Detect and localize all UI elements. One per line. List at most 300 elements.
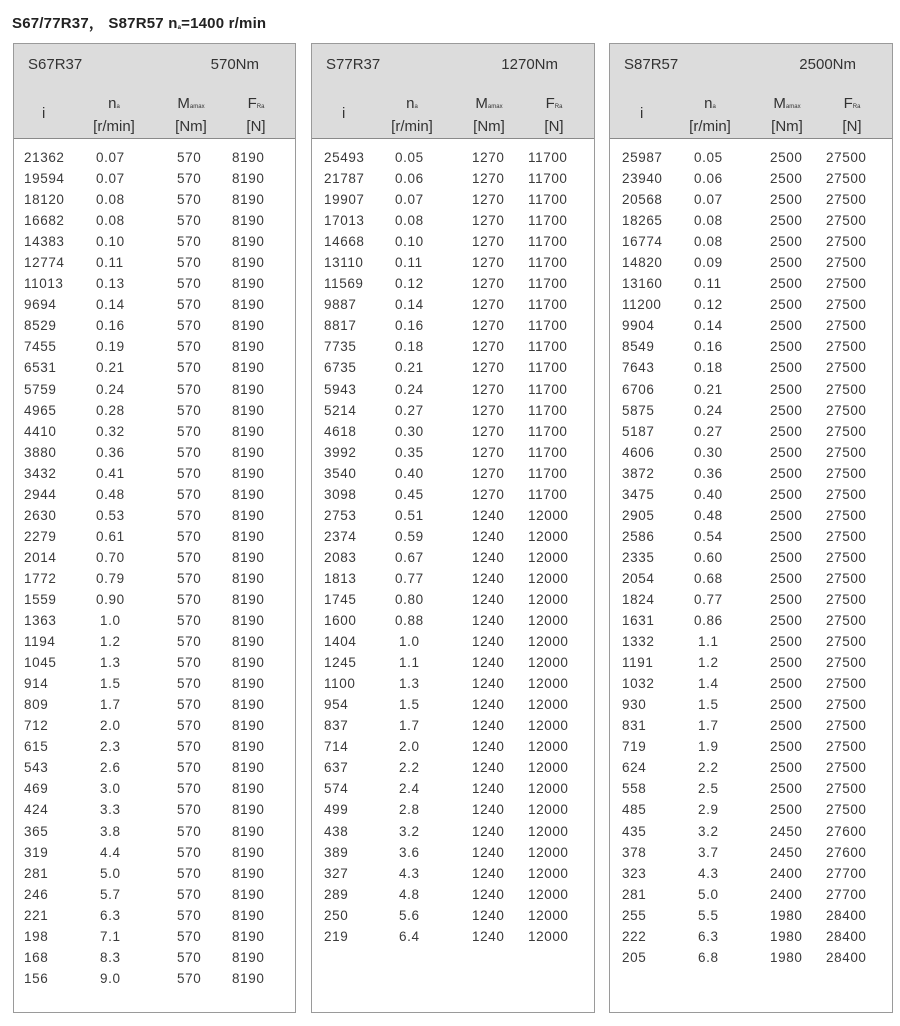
- cell-radial-load: 8190: [232, 360, 265, 376]
- cell-max-torque: 570: [177, 970, 202, 986]
- cell-max-torque: 570: [177, 570, 202, 586]
- table-row: 4606 0.30 2500 27500: [622, 444, 867, 460]
- cell-ratio: 3475: [622, 486, 655, 502]
- cell-max-torque: 2500: [770, 676, 803, 692]
- table-row: 17013 0.08 1270 11700: [324, 213, 568, 229]
- cell-ratio: 25493: [324, 150, 365, 165]
- cell-max-torque: 570: [177, 676, 202, 692]
- cell-radial-load: 8190: [232, 276, 265, 292]
- cell-ratio: 250: [324, 907, 349, 923]
- cell-max-torque: 2500: [770, 507, 803, 523]
- cell-ratio: 1813: [324, 570, 357, 586]
- cell-max-torque: 1270: [472, 276, 505, 292]
- table-row: 378 3.7 2450 27600: [622, 844, 867, 860]
- table-row: 1600 0.88 1240 12000: [324, 613, 569, 629]
- cell-radial-load: 27500: [826, 507, 867, 523]
- cell-radial-load: 12000: [528, 697, 569, 713]
- cell-max-torque: 570: [177, 655, 202, 671]
- cell-radial-load: 8190: [232, 570, 265, 586]
- cell-ratio: 1631: [622, 613, 655, 629]
- table-row: 543 2.6 570 8190: [24, 760, 265, 776]
- cell-ratio: 19594: [24, 171, 65, 187]
- cell-ratio: 954: [324, 697, 349, 713]
- cell-ratio: 198: [24, 928, 49, 944]
- cell-radial-load: 8190: [232, 781, 265, 797]
- cell-radial-load: 8190: [232, 928, 265, 944]
- cell-max-torque: 2400: [770, 886, 803, 902]
- cell-max-torque: 570: [177, 739, 202, 755]
- cell-max-torque: 2500: [770, 781, 803, 797]
- cell-ratio: 1404: [324, 634, 357, 650]
- table-row: 14383 0.10 570 8190: [24, 234, 265, 250]
- cell-ratio: 18265: [622, 213, 663, 229]
- cell-radial-load: 12000: [528, 613, 569, 629]
- table-row: 2630 0.53 570 8190: [24, 507, 265, 523]
- cell-max-torque: 1240: [472, 528, 505, 544]
- cell-radial-load: 27500: [826, 655, 867, 671]
- cell-ratio: 2335: [622, 549, 655, 565]
- cell-ratio: 712: [24, 718, 49, 734]
- cell-ratio: 543: [24, 760, 49, 776]
- cell-radial-load: 27600: [826, 844, 867, 860]
- cell-max-torque: 570: [177, 528, 202, 544]
- cell-ratio: 1045: [24, 655, 57, 671]
- cell-radial-load: 12000: [528, 507, 569, 523]
- cell-max-torque: 1270: [472, 150, 505, 165]
- cell-max-torque: 570: [177, 318, 202, 334]
- table-row: 205 6.8 1980 28400: [622, 949, 867, 965]
- column-header-fra: FRa [N]: [544, 95, 564, 135]
- cell-radial-load: 8190: [232, 171, 265, 187]
- cell-radial-load: 11700: [528, 213, 568, 229]
- cell-max-torque: 570: [177, 486, 202, 502]
- table-row: 19907 0.07 1270 11700: [324, 192, 568, 208]
- cell-ratio: 319: [24, 844, 49, 860]
- cell-radial-load: 12000: [528, 655, 569, 671]
- cell-ratio: 4410: [24, 423, 57, 439]
- cell-max-torque: 570: [177, 907, 202, 923]
- table-header: [610, 44, 892, 139]
- cell-radial-load: 12000: [528, 781, 569, 797]
- cell-ratio: 2905: [622, 507, 655, 523]
- cell-radial-load: 27500: [826, 297, 867, 313]
- table-row: 1813 0.77 1240 12000: [324, 570, 569, 586]
- cell-ratio: 1824: [622, 591, 655, 607]
- cell-max-torque: 1980: [770, 907, 803, 923]
- table-row: 3880 0.36 570 8190: [24, 444, 265, 460]
- cell-ratio: 1245: [324, 655, 357, 671]
- table-row: 435 3.2 2450 27600: [622, 823, 867, 839]
- page-title: S67/77R37， S87R57 $n_a=1400$ r/min: [12, 15, 267, 32]
- cell-ratio: 25987: [622, 150, 663, 165]
- cell-radial-load: 12000: [528, 739, 569, 755]
- cell-radial-load: 27500: [826, 697, 867, 713]
- cell-ratio: 7643: [622, 360, 655, 376]
- cell-radial-load: 12000: [528, 802, 569, 818]
- cell-max-torque: 2500: [770, 802, 803, 818]
- cell-max-torque: 2500: [770, 591, 803, 607]
- cell-max-torque: 2500: [770, 444, 803, 460]
- cell-ratio: 3872: [622, 465, 655, 481]
- cell-ratio: 219: [324, 928, 349, 944]
- table-row: 18265 0.08 2500 27500: [622, 213, 867, 229]
- cell-max-torque: 1240: [472, 907, 505, 923]
- table-row: 7643 0.18 2500 27500: [622, 360, 867, 376]
- cell-max-torque: 1240: [472, 613, 505, 629]
- cell-ratio: 2279: [24, 528, 57, 544]
- cell-max-torque: 2500: [770, 697, 803, 713]
- table-row: 469 3.0 570 8190: [24, 781, 265, 797]
- table-row: 1032 1.4 2500 27500: [622, 676, 867, 692]
- table-row: 19594 0.07 570 8190: [24, 171, 265, 187]
- cell-max-torque: 1240: [472, 928, 505, 944]
- table-row: 365 3.8 570 8190: [24, 823, 265, 839]
- cell-radial-load: 8190: [232, 549, 265, 565]
- cell-ratio: 327: [324, 865, 349, 881]
- cell-max-torque: 1240: [472, 655, 505, 671]
- cell-ratio: 809: [24, 697, 49, 713]
- cell-ratio: 4606: [622, 444, 655, 460]
- cell-max-torque: 1270: [472, 318, 505, 334]
- table-row: 637 2.2 1240 12000: [324, 760, 569, 776]
- cell-ratio: 5875: [622, 402, 655, 418]
- cell-max-torque: 570: [177, 886, 202, 902]
- cell-ratio: 2586: [622, 528, 655, 544]
- cell-max-torque: 2500: [770, 402, 803, 418]
- cell-max-torque: 570: [177, 297, 202, 313]
- cell-max-torque: 2400: [770, 865, 803, 881]
- table-row: 319 4.4 570 8190: [24, 844, 265, 860]
- cell-radial-load: 8190: [232, 423, 265, 439]
- cell-max-torque: 1240: [472, 549, 505, 565]
- cell-radial-load: 27500: [826, 570, 867, 586]
- cell-max-torque: 2500: [770, 739, 803, 755]
- table-row: 16682 0.08 570 8190: [24, 213, 265, 229]
- table-row: 5187 0.27 2500 27500: [622, 423, 867, 439]
- column-header-mamax: Mamax [Nm]: [771, 95, 803, 135]
- cell-radial-load: 28400: [826, 928, 867, 944]
- cell-max-torque: 2500: [770, 381, 803, 397]
- cell-max-torque: 1240: [472, 865, 505, 881]
- cell-radial-load: 27500: [826, 718, 867, 734]
- cell-radial-load: 27500: [826, 318, 867, 334]
- table-row: 1745 0.80 1240 12000: [324, 591, 569, 607]
- cell-max-torque: 1240: [472, 781, 505, 797]
- cell-max-torque: 2450: [770, 823, 803, 839]
- cell-ratio: 1772: [24, 570, 57, 586]
- cell-ratio: 6735: [324, 360, 357, 376]
- cell-radial-load: 12000: [528, 928, 569, 944]
- cell-max-torque: 2500: [770, 234, 803, 250]
- column-header-i: i: [640, 105, 644, 122]
- cell-ratio: 624: [622, 760, 647, 776]
- cell-radial-load: 27500: [826, 634, 867, 650]
- column-header-fra: FRa [N]: [246, 95, 266, 135]
- cell-max-torque: 570: [177, 507, 202, 523]
- cell-max-torque: 2500: [770, 718, 803, 734]
- cell-radial-load: 27500: [826, 339, 867, 355]
- cell-radial-load: 12000: [528, 676, 569, 692]
- cell-ratio: 9887: [324, 297, 357, 313]
- table-row: 831 1.7 2500 27500: [622, 718, 867, 734]
- table-row: 3475 0.40 2500 27500: [622, 486, 867, 502]
- cell-max-torque: 2500: [770, 318, 803, 334]
- table-row: 2014 0.70 570 8190: [24, 549, 265, 565]
- cell-ratio: 281: [24, 865, 49, 881]
- table-row: 4965 0.28 570 8190: [24, 402, 265, 418]
- table-row: 1245 1.1 1240 12000: [324, 655, 569, 671]
- cell-ratio: 1032: [622, 676, 655, 692]
- cell-ratio: 19907: [324, 192, 365, 208]
- cell-ratio: 3098: [324, 486, 357, 502]
- cell-max-torque: 1270: [472, 297, 505, 313]
- table-row: 2586 0.54 2500 27500: [622, 528, 867, 544]
- cell-radial-load: 12000: [528, 528, 569, 544]
- cell-ratio: 289: [324, 886, 349, 902]
- cell-ratio: 323: [622, 865, 647, 881]
- cell-max-torque: 570: [177, 192, 202, 208]
- cell-max-torque: 1270: [472, 444, 505, 460]
- cell-ratio: 499: [324, 802, 349, 818]
- cell-max-torque: 2500: [770, 423, 803, 439]
- cell-max-torque: 1240: [472, 591, 505, 607]
- cell-ratio: 281: [622, 886, 647, 902]
- cell-max-torque: 1270: [472, 360, 505, 376]
- table-row: 624 2.2 2500 27500: [622, 760, 867, 776]
- cell-radial-load: 11700: [528, 381, 568, 397]
- table-row: 3432 0.41 570 8190: [24, 465, 265, 481]
- cell-ratio: 6706: [622, 381, 655, 397]
- cell-ratio: 168: [24, 949, 49, 965]
- column-header-na: na [r/min]: [689, 95, 731, 135]
- cell-max-torque: 1270: [472, 192, 505, 208]
- table-panel: [609, 43, 893, 1013]
- cell-radial-load: 27700: [826, 865, 867, 881]
- cell-max-torque: 2500: [770, 255, 803, 271]
- cell-ratio: 9694: [24, 297, 57, 313]
- cell-ratio: 21362: [24, 150, 65, 165]
- cell-ratio: 574: [324, 781, 349, 797]
- table-row: 2753 0.51 1240 12000: [324, 507, 569, 523]
- cell-radial-load: 27500: [826, 234, 867, 250]
- cell-radial-load: 12000: [528, 549, 569, 565]
- cell-max-torque: 2500: [770, 528, 803, 544]
- table-panel: [13, 43, 296, 1013]
- cell-ratio: 11200: [622, 297, 662, 313]
- cell-radial-load: 11700: [528, 444, 568, 460]
- table-row: 25987 0.05 2500 27500: [622, 150, 867, 165]
- cell-ratio: 1559: [24, 591, 57, 607]
- table-header: [14, 44, 295, 139]
- cell-radial-load: 8190: [232, 886, 265, 902]
- cell-ratio: 1363: [24, 613, 57, 629]
- table-row: 4410 0.32 570 8190: [24, 423, 265, 439]
- table-row: 2944 0.48 570 8190: [24, 486, 265, 502]
- cell-max-torque: 1240: [472, 570, 505, 586]
- table-row: 222 6.3 1980 28400: [622, 928, 867, 944]
- table-row: 1045 1.3 570 8190: [24, 655, 265, 671]
- cell-ratio: 2944: [24, 486, 57, 502]
- cell-radial-load: 27500: [826, 276, 867, 292]
- cell-radial-load: 11700: [528, 486, 568, 502]
- table-row: 574 2.4 1240 12000: [324, 781, 569, 797]
- cell-ratio: 8529: [24, 318, 57, 334]
- max-torque-label: 1270Nm: [501, 56, 558, 73]
- cell-ratio: 205: [622, 949, 647, 965]
- table-body: [312, 148, 594, 948]
- cell-max-torque: 2500: [770, 213, 803, 229]
- gear-model-label: S67R37: [28, 56, 83, 73]
- table-row: 1559 0.90 570 8190: [24, 591, 265, 607]
- cell-radial-load: 8190: [232, 823, 265, 839]
- cell-max-torque: 1270: [472, 213, 505, 229]
- cell-ratio: 21787: [324, 171, 365, 187]
- table-row: 11200 0.12 2500 27500: [622, 297, 867, 313]
- cell-max-torque: 570: [177, 613, 202, 629]
- table-row: 930 1.5 2500 27500: [622, 697, 867, 713]
- table-row: 14820 0.09 2500 27500: [622, 255, 867, 271]
- table-row: 1631 0.86 2500 27500: [622, 613, 867, 629]
- column-header-na: na [r/min]: [93, 95, 135, 135]
- cell-max-torque: 570: [177, 444, 202, 460]
- table-row: 499 2.8 1240 12000: [324, 802, 569, 818]
- table-row: 8549 0.16 2500 27500: [622, 339, 867, 355]
- cell-max-torque: 2450: [770, 844, 803, 860]
- cell-radial-load: 11700: [528, 276, 568, 292]
- cell-max-torque: 1240: [472, 507, 505, 523]
- table-row: 12774 0.11 570 8190: [24, 255, 265, 271]
- cell-radial-load: 8190: [232, 949, 265, 965]
- cell-ratio: 12774: [24, 255, 65, 271]
- table-row: 255 5.5 1980 28400: [622, 907, 867, 923]
- cell-max-torque: 1270: [472, 465, 505, 481]
- table-row: 7455 0.19 570 8190: [24, 339, 265, 355]
- cell-ratio: 365: [24, 823, 49, 839]
- column-header-mamax: Mamax [Nm]: [473, 95, 505, 135]
- cell-radial-load: 8190: [232, 760, 265, 776]
- table-row: 5875 0.24 2500 27500: [622, 402, 867, 418]
- table-row: 6735 0.21 1270 11700: [324, 360, 568, 376]
- table-row: 21787 0.06 1270 11700: [324, 171, 568, 187]
- table-row: 327 4.3 1240 12000: [324, 865, 569, 881]
- table-row: 1194 1.2 570 8190: [24, 634, 265, 650]
- cell-radial-load: 27500: [826, 360, 867, 376]
- cell-radial-load: 27500: [826, 613, 867, 629]
- cell-radial-load: 27500: [826, 739, 867, 755]
- table-row: 281 5.0 570 8190: [24, 865, 265, 881]
- cell-ratio: 13160: [622, 276, 663, 292]
- cell-ratio: 222: [622, 928, 647, 944]
- table-row: 8817 0.16 1270 11700: [324, 318, 568, 334]
- cell-radial-load: 8190: [232, 213, 265, 229]
- cell-ratio: 16774: [622, 234, 663, 250]
- cell-ratio: 5214: [324, 402, 357, 418]
- table-row: 914 1.5 570 8190: [24, 676, 265, 692]
- cell-max-torque: 2500: [770, 339, 803, 355]
- cell-ratio: 831: [622, 718, 647, 734]
- cell-radial-load: 8190: [232, 655, 265, 671]
- cell-radial-load: 8190: [232, 507, 265, 523]
- cell-max-torque: 1240: [472, 697, 505, 713]
- table-row: 3098 0.45 1270 11700: [324, 486, 568, 502]
- cell-radial-load: 8190: [232, 402, 265, 418]
- cell-max-torque: 570: [177, 234, 202, 250]
- table-row: 615 2.3 570 8190: [24, 739, 265, 755]
- table-row: 2374 0.59 1240 12000: [324, 528, 569, 544]
- cell-ratio: 246: [24, 886, 49, 902]
- cell-max-torque: 570: [177, 276, 202, 292]
- cell-ratio: 4618: [324, 423, 357, 439]
- cell-radial-load: 11700: [528, 402, 568, 418]
- cell-radial-load: 8190: [232, 865, 265, 881]
- cell-radial-load: 27500: [826, 171, 867, 187]
- table-row: 7735 0.18 1270 11700: [324, 339, 568, 355]
- cell-radial-load: 27500: [826, 381, 867, 397]
- cell-radial-load: 27500: [826, 802, 867, 818]
- cell-max-torque: 570: [177, 760, 202, 776]
- cell-radial-load: 12000: [528, 634, 569, 650]
- table-row: 2083 0.67 1240 12000: [324, 549, 569, 565]
- column-header-fra: FRa [N]: [842, 95, 862, 135]
- cell-radial-load: 8190: [232, 634, 265, 650]
- cell-radial-load: 11700: [528, 297, 568, 313]
- cell-radial-load: 27500: [826, 213, 867, 229]
- cell-ratio: 558: [622, 781, 647, 797]
- table-row: 23940 0.06 2500 27500: [622, 171, 867, 187]
- cell-radial-load: 27500: [826, 486, 867, 502]
- gear-model-label: S87R57: [624, 56, 679, 73]
- table-row: 5759 0.24 570 8190: [24, 381, 265, 397]
- cell-radial-load: 12000: [528, 823, 569, 839]
- table-row: 13110 0.11 1270 11700: [324, 255, 568, 271]
- cell-radial-load: 8190: [232, 234, 265, 250]
- table-row: 18120 0.08 570 8190: [24, 192, 265, 208]
- cell-radial-load: 27500: [826, 465, 867, 481]
- cell-max-torque: 1270: [472, 423, 505, 439]
- cell-max-torque: 570: [177, 465, 202, 481]
- table-row: 809 1.7 570 8190: [24, 697, 265, 713]
- cell-max-torque: 1270: [472, 402, 505, 418]
- cell-ratio: 1332: [622, 634, 655, 650]
- cell-max-torque: 2500: [770, 150, 803, 165]
- cell-ratio: 8817: [324, 318, 357, 334]
- table-row: 712 2.0 570 8190: [24, 718, 265, 734]
- cell-ratio: 3880: [24, 444, 57, 460]
- max-torque-label: 570Nm: [210, 56, 259, 73]
- cell-max-torque: 1240: [472, 802, 505, 818]
- cell-radial-load: 27500: [826, 781, 867, 797]
- cell-max-torque: 570: [177, 928, 202, 944]
- cell-radial-load: 27500: [826, 528, 867, 544]
- cell-ratio: 7455: [24, 339, 57, 355]
- cell-max-torque: 2500: [770, 634, 803, 650]
- cell-radial-load: 27500: [826, 591, 867, 607]
- cell-radial-load: 12000: [528, 570, 569, 586]
- table-row: 424 3.3 570 8190: [24, 802, 265, 818]
- cell-radial-load: 8190: [232, 591, 265, 607]
- cell-ratio: 1100: [324, 676, 356, 692]
- table-row: 1404 1.0 1240 12000: [324, 634, 569, 650]
- table-row: 246 5.7 570 8190: [24, 886, 265, 902]
- cell-max-torque: 570: [177, 381, 202, 397]
- cell-ratio: 389: [324, 844, 349, 860]
- cell-radial-load: 12000: [528, 865, 569, 881]
- cell-radial-load: 8190: [232, 528, 265, 544]
- cell-ratio: 5759: [24, 381, 57, 397]
- cell-radial-load: 8190: [232, 255, 265, 271]
- cell-radial-load: 8190: [232, 465, 265, 481]
- cell-max-torque: 1270: [472, 381, 505, 397]
